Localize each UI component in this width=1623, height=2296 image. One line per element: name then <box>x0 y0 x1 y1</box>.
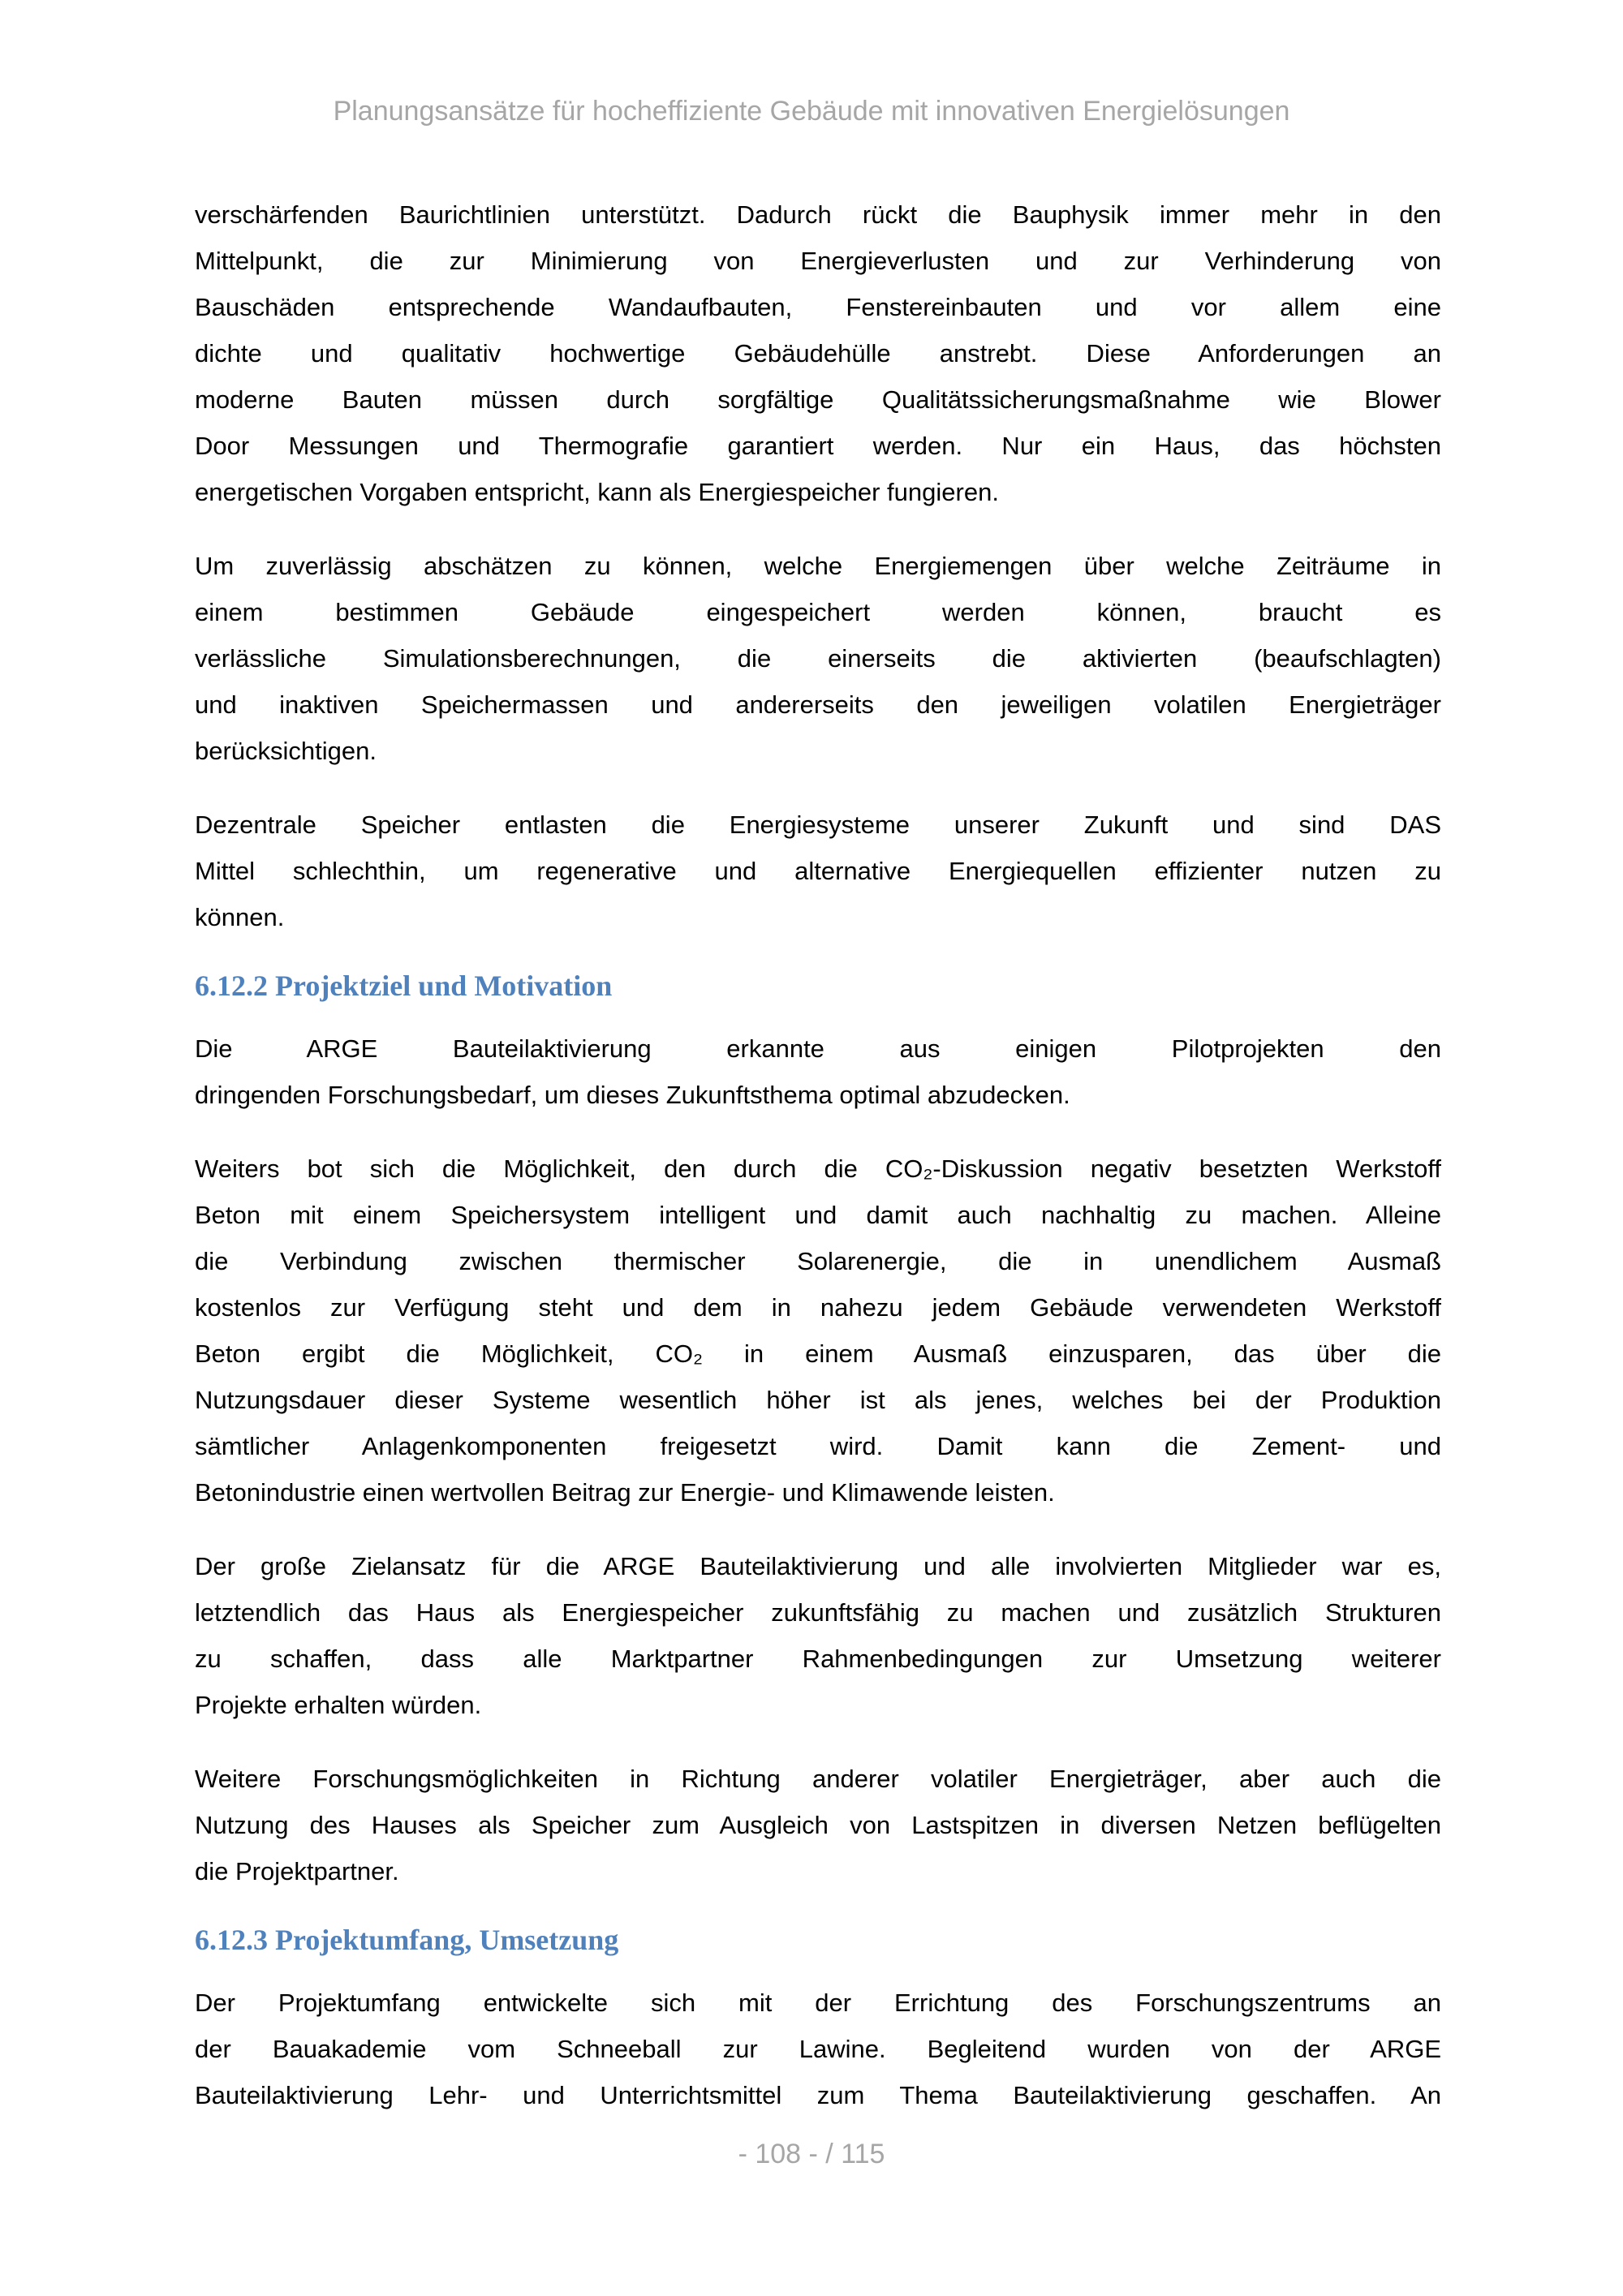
section-heading: 6.12.2 Projektziel und Motivation <box>195 970 613 1002</box>
page-number: - 108 - / 115 <box>738 2139 885 2169</box>
text-line: dichte und qualitativ hochwertige Gebäudehülle anstrebt. Diese Anforderungen an <box>195 339 1441 368</box>
text-line: Bauschäden entsprechende Wandaufbauten, Fenstereinbauten und vor allem eine <box>195 293 1441 321</box>
text-line: berücksichtigen. <box>195 737 377 765</box>
text-line: Beton mit einem Speichersystem intelligent und damit auch nachhaltig zu machen. Alleine <box>195 1201 1441 1229</box>
text-line: Der große Zielansatz für die ARGE Bauteilaktivierung und alle involvierten Mitglieder war es, <box>195 1552 1441 1580</box>
running-header: Planungsansätze für hocheffiziente Gebäude mit innovativen Energielösungen <box>333 96 1290 127</box>
text-line: letztendlich das Haus als Energiespeicher zukunftsfähig zu machen und zusätzlich Strukturen <box>195 1598 1441 1627</box>
text-line: Weiters bot sich die Möglichkeit, den durch die CO₂-Diskussion negativ besetzten Werkstoff <box>195 1154 1441 1183</box>
text-line: der Bauakademie vom Schneeball zur Lawine. Begleitend wurden von der ARGE <box>195 2035 1441 2063</box>
text-line: Nutzung des Hauses als Speicher zum Ausgleich von Lastspitzen in diversen Netzen beflügelten <box>195 1811 1441 1839</box>
text-line: Door Messungen und Thermografie garantiert werden. Nur ein Haus, das höchsten <box>195 432 1441 460</box>
text-line: Projekte erhalten würden. <box>195 1691 482 1719</box>
text-line: Dezentrale Speicher entlasten die Energiesysteme unserer Zukunft und sind DAS <box>195 810 1441 839</box>
paragraph <box>195 191 1441 515</box>
text-line: verschärfenden Baurichtlinien unterstützt. Dadurch rückt die Bauphysik immer mehr in den <box>195 200 1441 229</box>
text-line: Die ARGE Bauteilaktivierung erkannte aus einigen Pilotprojekten den <box>195 1034 1441 1063</box>
text-line: Mittelpunkt, die zur Minimierung von Energieverlusten und zur Verhinderung von <box>195 247 1441 275</box>
text-line: können. <box>195 903 285 931</box>
text-line: Nutzungsdauer dieser Systeme wesentlich höher ist als jenes, welches bei der Produktion <box>195 1386 1441 1414</box>
text-line: die Verbindung zwischen thermischer Solarenergie, die in unendlichem Ausmaß <box>195 1247 1441 1275</box>
text-line: Betonindustrie einen wertvollen Beitrag zur Energie- und Klimawende leisten. <box>195 1478 1055 1507</box>
page-body <box>195 191 1441 2146</box>
text-line: zu schaffen, dass alle Marktpartner Rahmenbedingungen zur Umsetzung weiterer <box>195 1645 1441 1673</box>
paragraph <box>195 1025 1441 1118</box>
text-line: und inaktiven Speichermassen und andererseits den jeweiligen volatilen Energieträger <box>195 690 1441 719</box>
text-line: die Projektpartner. <box>195 1857 399 1885</box>
text-line: Weitere Forschungsmöglichkeiten in Richtung anderer volatiler Energieträger, aber auch die <box>195 1765 1441 1793</box>
section-heading: 6.12.3 Projektumfang, Umsetzung <box>195 1924 619 1956</box>
text-line: Um zuverlässig abschätzen zu können, welche Energiemengen über welche Zeiträume in <box>195 552 1441 580</box>
text-line: Der Projektumfang entwickelte sich mit der Errichtung des Forschungszentrums an <box>195 1989 1441 2017</box>
paragraph <box>195 802 1441 940</box>
paragraph <box>195 1980 1441 2118</box>
paragraph <box>195 1756 1441 1894</box>
text-line: Mittel schlechthin, um regenerative und alternative Energiequellen effizienter nutzen zu <box>195 857 1441 885</box>
paragraph <box>195 543 1441 774</box>
text-line: Bauteilaktivierung Lehr- und Unterrichtsmittel zum Thema Bauteilaktivierung geschaffen. An <box>195 2081 1441 2109</box>
paragraph <box>195 1146 1441 1516</box>
paragraph <box>195 1543 1441 1728</box>
text-line: sämtlicher Anlagenkomponenten freigesetzt wird. Damit kann die Zement- und <box>195 1432 1441 1460</box>
text-line: dringenden Forschungsbedarf, um dieses Zukunftsthema optimal abzudecken. <box>195 1081 1070 1109</box>
text-line: verlässliche Simulationsberechnungen, die einerseits die aktivierten (beaufschlagten) <box>195 644 1441 673</box>
text-line: energetischen Vorgaben entspricht, kann als Energiespeicher fungieren. <box>195 478 999 506</box>
text-line: einem bestimmen Gebäude eingespeichert werden können, braucht es <box>195 598 1441 626</box>
text-line: moderne Bauten müssen durch sorgfältige Qualitätssicherungsmaßnahme wie Blower <box>195 385 1441 414</box>
text-line: Beton ergibt die Möglichkeit, CO₂ in einem Ausmaß einzusparen, das über die <box>195 1339 1441 1368</box>
text-line: kostenlos zur Verfügung steht und dem in nahezu jedem Gebäude verwendeten Werkstoff <box>195 1293 1441 1322</box>
